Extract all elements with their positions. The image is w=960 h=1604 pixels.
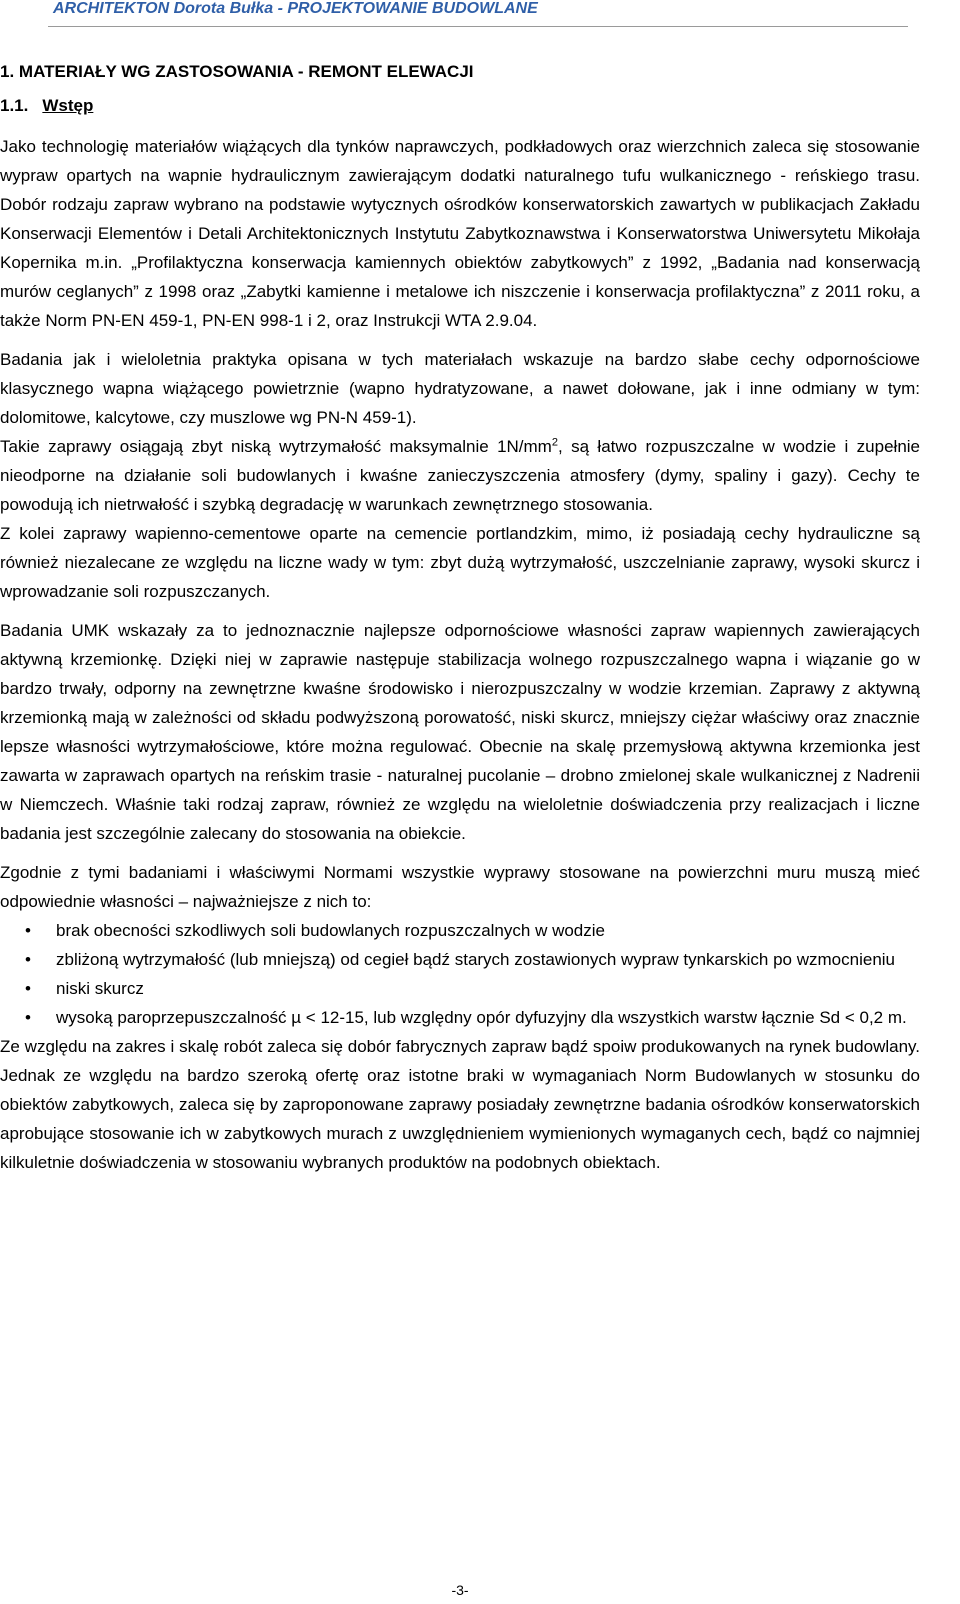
list-item (0, 1003, 920, 1032)
section-number: 1. (0, 62, 15, 81)
paragraph-lime-weakness: Badania jak i wieloletnia praktyka opisana w tych materiałach wskazuje na bardzo słabe cechy odpornościowe klasycznego wapna wiążącego powietrznie (wapno hydratyzowane, a nawet dołowane, jak i inne odmiany w tym: dolomitowe, kalcytowe, czy muszlowe wg PN-N 459-1). (0, 350, 920, 427)
header-company-name: ARCHITEKTON Dorota Bułka - PROJEKTOWANIE BUDOWLANE (53, 0, 538, 17)
list-item-text: wysoką paroprzepuszczalność µ < 12-15, lub względny opór dyfuzyjny dla wszystkich warstw łącznie Sd < 0,2 m. (56, 1008, 907, 1027)
subsection-heading (0, 94, 920, 118)
paragraph-requirements-intro: Zgodnie z tymi badaniami i właściwymi Normami wszystkie wyprawy stosowane na powierzchni muru muszą mieć odpowiednie własności – najważniejsze z nich to: (0, 863, 920, 911)
paragraph-intro: Jako technologię materiałów wiążących dla tynków naprawczych, podkładowych oraz wierzchnich zaleca się stosowanie wypraw opartych na wapnie hydraulicznym zawierającym dodatki naturalnego tufu wulkanicznego - reńskiego trasu. Dobór rodzaju zapraw wybrano na podstawie wytycznych ośrodków konserwatorskich zawartych w publikacjach Zakładu Konserwacji Elementów i Detali Architektonicznych Instytutu Zabytkoznawstwa i Konserwatorstwa Uniwersytetu Mikołaja Kopernika m.in. „Profilaktyczna konserwacja kamiennych obiektów zabytkowych” z 1992, „Badania nad konserwacją murów ceglanych” z 1998 oraz „Zabytki kamienne i metalowe ich niszczenie i konserwacja profilaktyczna” z 2011 roku, a także Norm PN-EN 459-1, PN-EN 998-1 i 2, oraz Instrukcji WTA 2.9.04. (0, 137, 920, 330)
list-item (0, 974, 920, 1003)
document-body (0, 60, 920, 1177)
subsection-title: Wstęp (42, 96, 94, 115)
strength-superscript: 2 (551, 436, 558, 449)
subsection-number: 1.1. (0, 96, 29, 115)
list-item-text: brak obecności szkodliwych soli budowlanych rozpuszczalnych w wodzie (56, 921, 605, 940)
list-item (0, 916, 920, 945)
requirements-list (0, 916, 920, 1032)
page-header (48, 0, 908, 27)
strength-text-after: , są łatwo rozpuszczalne w wodzie i zupełnie nieodporne na działanie soli budowlanych i kwaśne zanieczyszczenia atmosfery (dymy, spaliny i gazy). Cechy te powodują ich nietrwałość i szybką degradację w warunkach zewnętrznego stosowania. (0, 437, 920, 514)
bullet-icon: • (25, 950, 31, 969)
section-heading (0, 60, 920, 84)
page-number: -3- (451, 1582, 469, 1598)
list-item (0, 945, 920, 974)
paragraph-cement-mortars: Z kolei zaprawy wapienno-cementowe oparte na cemencie portlandzkim, mimo, iż posiadają cechy hydrauliczne są również niezalecane ze względu na liczne wady w tym: zbyt dużą wytrzymałość, uszczelnianie zaprawy, wysoki skurcz i wprowadzanie soli rozpuszczanych. (0, 524, 920, 601)
strength-text-before: Takie zaprawy osiągają zbyt niską wytrzymałość maksymalnie 1N/mm (0, 437, 552, 456)
bullet-icon: • (25, 921, 31, 940)
paragraph-strength (0, 432, 920, 519)
list-item-text: niski skurcz (56, 979, 144, 998)
list-item-text: zbliżoną wytrzymałość (lub mniejszą) od cegieł bądź starych zostawionych wypraw tynkarskich po wzmocnieniu (56, 950, 896, 969)
bullet-icon: • (25, 1008, 31, 1027)
bullet-icon: • (25, 979, 31, 998)
paragraph-recommendation: Ze względu na zakres i skalę robót zaleca się dobór fabrycznych zapraw bądź spoiw produkowanych na rynek budowlany. Jednak ze względu na bardzo szeroką ofertę oraz istotne braki w wymaganiach Norm Budowlanych w stosunku do obiektów zabytkowych, zaleca się by zaproponowane zaprawy posiadały zewnętrzne badania ośrodków konserwatorskich aprobujące stosowanie ich w zabytkowych murach z uwzględnieniem wymienionych wymaganych cech, bądź co najmniej kilkuletnie doświadczenia w stosowaniu wybranych produktów na podobnych obiektach. (0, 1037, 920, 1172)
section-title: MATERIAŁY WG ZASTOSOWANIA - REMONT ELEWACJI (18, 62, 474, 81)
paragraph-umk-research: Badania UMK wskazały za to jednoznacznie najlepsze odpornościowe własności zapraw wapiennych zawierających aktywną krzemionkę. Dzięki niej w zaprawie następuje stabilizacja wolnego rozpuszczalnego wapna i wiązanie go w bardzo trwały, odporny na zewnętrzne kwaśne środowisko i nierozpuszczalny w wodzie krzemian. Zaprawy z aktywną krzemionką mają w zależności od składu podwyższoną porowatość, niski skurcz, mniejszy ciężar właściwy oraz znacznie lepsze własności wytrzymałościowe, które można regulować. Obecnie na skalę przemysłową aktywna krzemionka jest zawarta w zaprawach opartych na reńskim trasie - naturalnej pucolanie – drobno zmielonej skale wulkanicznej z Nadrenii w Niemczech. Właśnie taki rodzaj zapraw, również ze względu na wieloletnie doświadczenia przy realizacjach i liczne badania jest szczególnie zalecany do stosowania na obiekcie. (0, 621, 920, 843)
